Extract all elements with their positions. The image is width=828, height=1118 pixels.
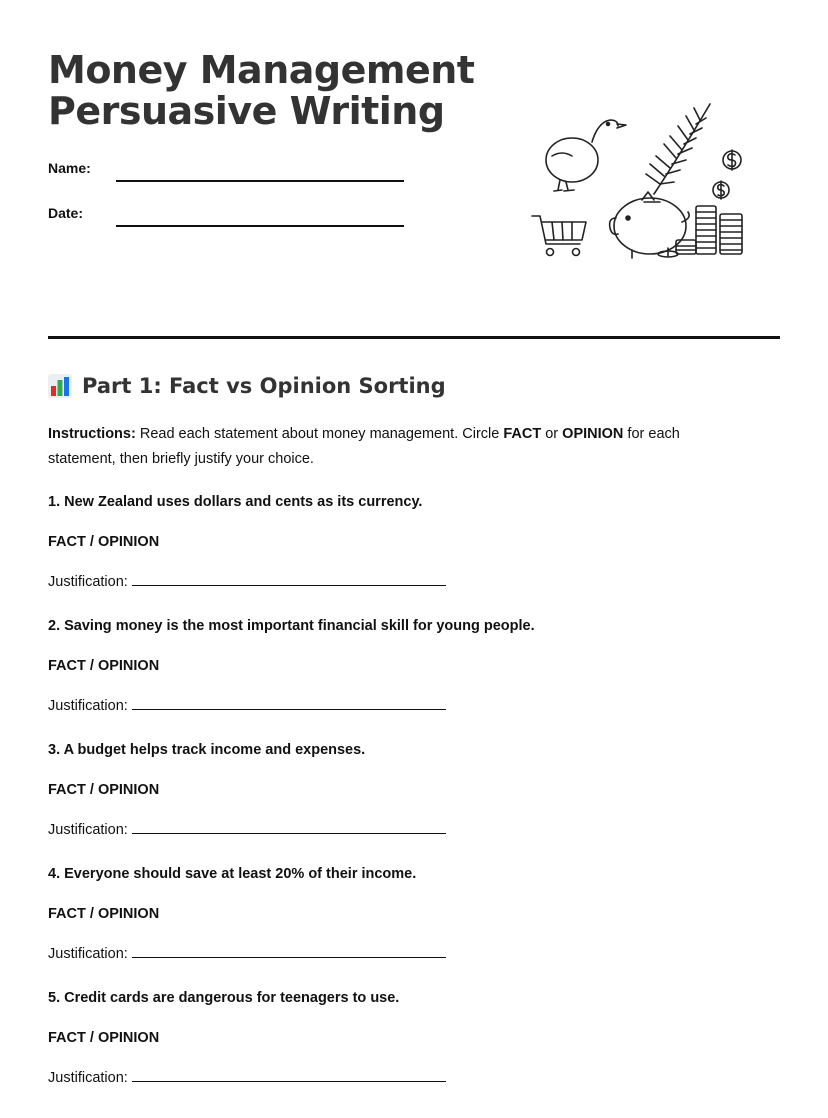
piggy-bank-icon [610, 192, 690, 258]
justification-5 [48, 1070, 446, 1086]
dollar-sign-icon [713, 150, 741, 199]
name-field[interactable] [116, 180, 404, 182]
fact-opinion-choice-4[interactable]: FACT / OPINION [48, 906, 160, 922]
fact-opinion-choice-2[interactable]: FACT / OPINION [48, 658, 160, 674]
justification-label: Justification: [48, 822, 128, 838]
fact-opinion-choice-3[interactable]: FACT / OPINION [48, 782, 160, 798]
instructions [48, 422, 748, 472]
fact-opinion-choice-1[interactable]: FACT / OPINION [48, 534, 160, 550]
date-label: Date: [48, 205, 84, 221]
statement-2: 2. Saving money is the most important financial skill for young people. [48, 618, 535, 634]
justification-input-3[interactable] [132, 833, 446, 834]
part1-heading-text: Part 1: Fact vs Opinion Sorting [82, 374, 446, 398]
bar-chart-icon [48, 374, 72, 398]
kiwi-bird-icon [546, 120, 626, 191]
justification-label: Justification: [48, 698, 128, 714]
instructions-fact-word: FACT [503, 426, 542, 442]
instructions-lead: Instructions: [48, 426, 136, 442]
justification-label: Justification: [48, 946, 128, 962]
title-line-2: Persuasive Writing [48, 89, 445, 133]
date-field[interactable] [116, 225, 404, 227]
statement-1: 1. New Zealand uses dollars and cents as its currency. [48, 494, 423, 510]
section-divider [48, 336, 780, 339]
instructions-text-b: or [541, 426, 563, 442]
statement-3: 3. A budget helps track income and expenses. [48, 742, 366, 758]
title-line-1: Money Management [48, 48, 475, 92]
justification-label: Justification: [48, 574, 128, 590]
instructions-opinion-word: OPINION [562, 426, 624, 442]
instructions-text-a: Read each statement about money management. Circle [135, 426, 504, 442]
justification-input-4[interactable] [132, 957, 446, 958]
justification-input-1[interactable] [132, 585, 446, 586]
statement-4: 4. Everyone should save at least 20% of their income. [48, 866, 417, 882]
instructions-text-c: for each statement, then briefly justify your choice. [48, 426, 680, 467]
shopping-cart-icon [532, 216, 586, 256]
justification-input-5[interactable] [132, 1081, 446, 1082]
justification-2 [48, 698, 446, 714]
fact-opinion-choice-5[interactable]: FACT / OPINION [48, 1030, 160, 1046]
justification-4 [48, 946, 446, 962]
justification-1 [48, 574, 446, 590]
fern-icon [646, 104, 710, 194]
justification-label: Justification: [48, 1070, 128, 1086]
page-title [48, 50, 474, 132]
part1-heading [48, 374, 446, 398]
justification-3 [48, 822, 446, 838]
statement-5: 5. Credit cards are dangerous for teenagers to use. [48, 990, 400, 1006]
money-illustration [528, 98, 750, 262]
justification-input-2[interactable] [132, 709, 446, 710]
name-label: Name: [48, 160, 91, 176]
